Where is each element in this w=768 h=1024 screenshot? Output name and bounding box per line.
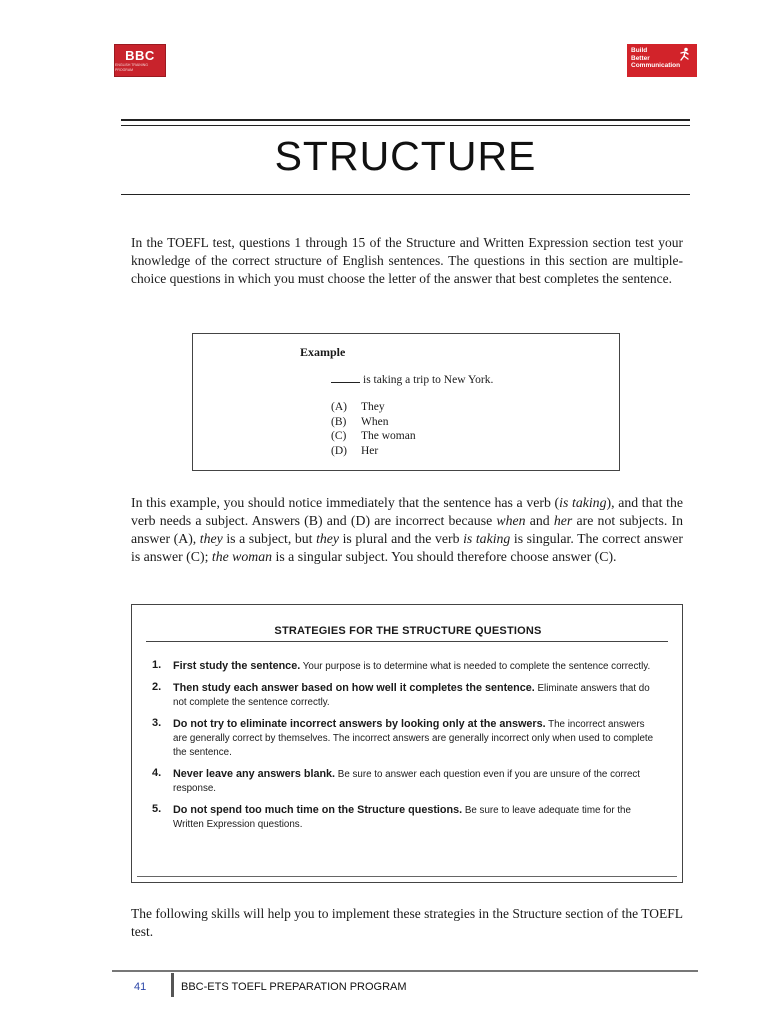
title-rule-bottom xyxy=(121,194,690,195)
title-rule-top-thin xyxy=(121,125,690,126)
option-text: The woman xyxy=(361,430,416,442)
example-heading: Example xyxy=(300,345,346,359)
page-title: STRUCTURE xyxy=(274,133,537,179)
bbc-logo xyxy=(114,44,166,77)
logo-line-3: Communication xyxy=(631,62,681,69)
strategy-item xyxy=(152,659,657,674)
closing-paragraph: The following skills will help you to implement these strategies in the Structure section of the TOEFL test. xyxy=(131,906,683,939)
strategy-item xyxy=(152,767,657,796)
strategy-number: 3. xyxy=(152,717,162,729)
strategy-item xyxy=(152,681,657,710)
answer-blank xyxy=(331,382,360,383)
example-option xyxy=(331,400,416,415)
strategy-item xyxy=(152,717,657,760)
example-box xyxy=(192,333,620,471)
strategy-body: Do not spend too much time on the Structure questions. Be sure to leave adequate time for the Written Expression questions. xyxy=(173,804,631,830)
option-text: Her xyxy=(361,444,379,457)
strategy-body: First study the sentence. Your purpose is to determine what is needed to complete the sentence correctly. xyxy=(173,660,651,672)
strategies-heading-rule xyxy=(146,641,668,642)
example-option xyxy=(331,444,416,459)
example-stem-text: is taking a trip to New York. xyxy=(363,374,494,386)
strategies-list xyxy=(152,659,657,839)
example-option xyxy=(331,429,416,444)
strategy-body: Do not try to eliminate incorrect answers by looking only at the answers. The incorrect answers are generally correct by themselves. The incorrect answers are generally incorrect only when used to complete the sentence. xyxy=(173,718,654,758)
explanation-paragraph: In this example, you should notice immediately that the sentence has a verb (is taking), and that the verb needs a subject. Answers (B) and (D) are incorrect because when and her are not subjects. In answer (A), they is a subject, but they is plural and the verb is taking is singular. The correct answer is answer (C); the woman is a singular subject. You should therefore choose answer (C). xyxy=(131,495,684,564)
strategy-item xyxy=(152,803,657,832)
option-text: When xyxy=(361,415,389,428)
example-option xyxy=(331,415,416,430)
footer-divider xyxy=(171,973,174,997)
strategy-body: Then study each answer based on how well it completes the sentence. Eliminate answers that do not complete the sentence correctly. xyxy=(173,682,650,708)
option-text: They xyxy=(361,401,385,413)
title-rule-top xyxy=(121,119,690,121)
strategies-heading: STRATEGIES FOR THE STRUCTURE QUESTIONS xyxy=(274,625,542,637)
running-figure-icon xyxy=(678,47,692,64)
option-key: (D) xyxy=(331,444,347,457)
strategy-number: 5. xyxy=(152,803,162,815)
option-key: (A) xyxy=(331,401,347,413)
option-key: (B) xyxy=(331,415,347,428)
strategy-number: 1. xyxy=(152,659,162,671)
page-number: 41 xyxy=(134,981,147,993)
example-stem xyxy=(331,374,493,386)
logo-line-1: Build xyxy=(631,47,648,54)
strategy-number: 4. xyxy=(152,767,162,779)
intro-paragraph: In the TOEFL test, questions 1 through 15 of the Structure and Written Expression section test your knowledge of the correct structure of English sentences. The questions in this section are multiple-choice questions in which you must choose the letter of the answer that best completes the sentence. xyxy=(131,235,683,286)
strategy-number: 2. xyxy=(152,681,162,693)
option-key: (C) xyxy=(331,430,347,442)
strategy-body: Never leave any answers blank. Be sure to answer each question even if you are unsure of the correct response. xyxy=(173,768,641,794)
strategies-box xyxy=(131,604,683,883)
bbc-logo-subtext: ENGLISH TRAINING PROGRAM xyxy=(115,62,148,72)
footer-program-title: BBC-ETS TOEFL PREPARATION PROGRAM xyxy=(181,981,407,993)
build-better-communication-logo xyxy=(627,44,697,77)
logo-line-2: Better xyxy=(631,54,650,62)
footer-rule xyxy=(112,970,698,972)
bbc-logo-text: BBC xyxy=(125,47,155,63)
example-options xyxy=(331,400,416,458)
